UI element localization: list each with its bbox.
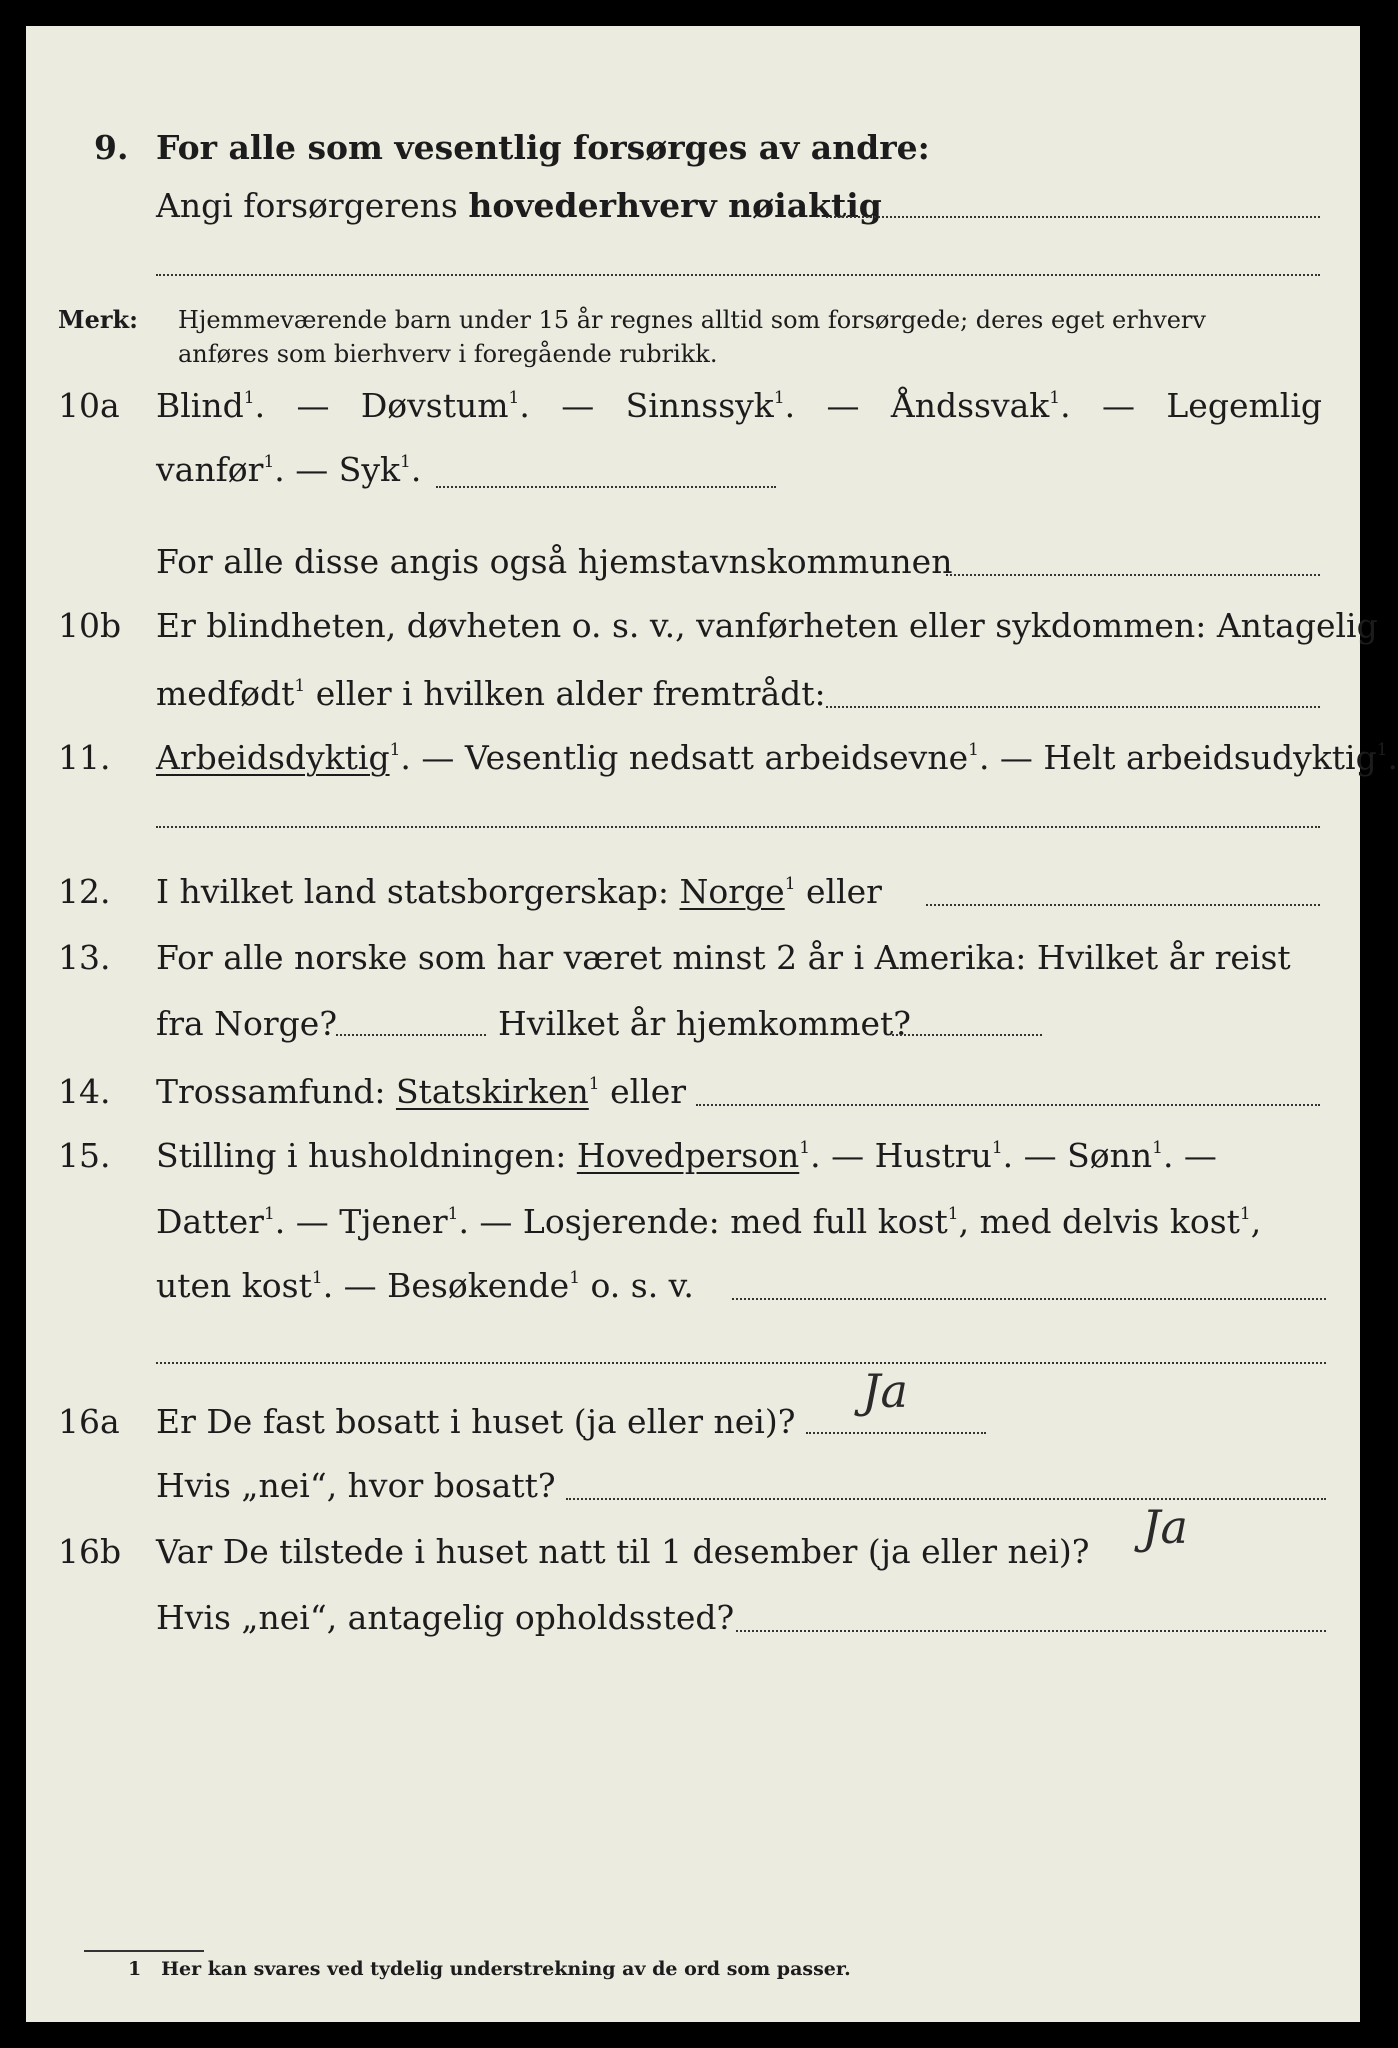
q11-number: 11. xyxy=(58,738,111,777)
q16b-handwritten-answer: Ja xyxy=(1142,1500,1188,1554)
opt-hovedperson: Hovedperson xyxy=(576,1136,800,1175)
q16b-line1: Var De tilstede i huset natt til 1 desember (ja eller nei)? xyxy=(156,1532,1090,1571)
q9-line2-text: Angi forsørgerens xyxy=(156,186,469,225)
q15-number: 15. xyxy=(58,1136,111,1175)
opt-uten-kost: uten kost xyxy=(156,1266,312,1305)
opt-sonn: . — Sønn xyxy=(1002,1136,1153,1175)
census-form-page xyxy=(26,26,1398,2022)
q9-line2-bold: hovederhverv nøiaktig xyxy=(468,186,882,225)
footnote-rule xyxy=(84,1950,204,1952)
q10a-dash-2: — xyxy=(561,386,595,425)
q9-line1: For alle som vesentlig forsørges av andre: xyxy=(156,128,930,167)
q16a-number: 16a xyxy=(58,1402,120,1441)
q16a-answer-line[interactable] xyxy=(806,1432,986,1434)
q16a-line1: Er De fast bosatt i huset (ja eller nei)? xyxy=(156,1402,796,1441)
q15-answer-line-2[interactable] xyxy=(156,1362,1326,1364)
opt-blind: Blind$^1$. xyxy=(156,386,266,425)
q10a-dash-5: — xyxy=(295,450,329,489)
opt-delvis: , med delvis kost xyxy=(958,1202,1240,1241)
q16a-bosatt-line[interactable] xyxy=(566,1498,1326,1500)
medfodt-sup: 1 xyxy=(294,676,306,696)
opt-vesentlig: . — Vesentlig nedsatt arbeidsevne xyxy=(400,738,969,777)
q13-hjemkommet: Hvilket år hjemkommet? xyxy=(498,1004,911,1043)
q12-answer-line[interactable] xyxy=(926,904,1320,906)
opt-datter: Datter xyxy=(156,1202,264,1241)
opt-vanfor: vanfør$^1$. xyxy=(156,450,285,489)
q16a-line2: Hvis „nei“, hvor bosatt? xyxy=(156,1466,556,1505)
q10a-line1 xyxy=(156,386,1322,426)
q10a-line2 xyxy=(156,450,421,490)
q14-eller: eller xyxy=(599,1072,687,1111)
q10a-dash-4: — xyxy=(1102,386,1135,425)
q16a-handwritten-answer: Ja xyxy=(862,1364,908,1418)
opt-hustru: . — Hustru xyxy=(810,1136,992,1175)
opt-dovstum: Døvstum$^1$. xyxy=(360,386,530,425)
footnote xyxy=(128,1956,851,1982)
opt-medfodt: medfødt xyxy=(156,674,295,713)
q16b-opholdssted-line[interactable] xyxy=(736,1630,1326,1632)
q13-line1: For alle norske som har været minst 2 år i Amerika: Hvilket år reist xyxy=(156,938,1291,977)
q15-line2: Datter$^1$. — Tjener$^1$. — Losjerende: med full kost$^1$, med delvis kost$^1$, xyxy=(156,1202,1262,1241)
q15-answer-line[interactable] xyxy=(732,1298,1326,1300)
q11-answer-line[interactable] xyxy=(156,826,1320,828)
q12-eller: eller xyxy=(795,872,882,911)
q10b-number: 10b xyxy=(58,606,122,645)
q14-number: 14. xyxy=(58,1072,111,1111)
q10a-syk-line[interactable] xyxy=(436,486,776,488)
q11-line1: Arbeidsdyktig$^1$. — Vesentlig nedsatt arbeidsevne$^1$. — Helt arbeidsudyktig$^1$. xyxy=(156,738,1398,777)
q12-line: I hvilket land statsborgerskap: Norge$^1$ eller xyxy=(156,872,882,911)
q10a-kommune-line[interactable] xyxy=(946,574,1320,576)
footnote-mark: 1 xyxy=(128,1958,142,1980)
q14-line: Trossamfund: Statskirken$^1$ eller xyxy=(156,1072,687,1111)
q14-text: Trossamfund: xyxy=(156,1072,396,1111)
q9-answer-line-2[interactable] xyxy=(156,274,1320,276)
merk-line1: Hjemmeværende barn under 15 år regnes alltid som forsørgede; deres eget erhverv xyxy=(178,306,1206,334)
opt-syk: Syk$^1$. xyxy=(338,450,422,489)
q10b-line2 xyxy=(156,674,826,714)
q9-line2 xyxy=(156,186,882,226)
merk-line2: anføres som bierhverv i foregående rubrikk. xyxy=(178,340,718,368)
q10a-line3: For alle disse angis også hjemstavnskommunen xyxy=(156,542,953,581)
q15-line1: Stilling i husholdningen: Hovedperson$^1$. — Hustru$^1$. — Sønn$^1$. — xyxy=(156,1136,1217,1175)
q12-text: I hvilket land statsborgerskap: xyxy=(156,872,680,911)
footnote-text: Her kan svares ved tydelig understrekning av de ord som passer. xyxy=(161,1958,851,1980)
q13-number: 13. xyxy=(58,938,111,977)
q9-answer-line[interactable] xyxy=(826,216,1320,218)
q16b-number: 16b xyxy=(58,1532,122,1571)
q10a-dash-1: — xyxy=(296,386,330,425)
q9-number: 9. xyxy=(94,128,129,167)
opt-losjerende: . — Losjerende: med full kost xyxy=(458,1202,948,1241)
q10b-line1: Er blindheten, døvheten o. s. v., vanførheten eller sykdommen: Antagelig xyxy=(156,606,1378,645)
q15-line3: uten kost$^1$. — Besøkende$^1$ o. s. v. xyxy=(156,1266,694,1305)
opt-sinnssyk: Sinnssyk$^1$. xyxy=(625,386,796,425)
q10b-answer-line[interactable] xyxy=(826,706,1320,708)
opt-besokende: . — Besøkende xyxy=(322,1266,570,1305)
q13-fra-line[interactable] xyxy=(336,1034,486,1036)
opt-andssvak: Åndssvak$^1$. xyxy=(890,386,1071,425)
opt-helt: . — Helt arbeidsudyktig xyxy=(978,738,1377,777)
opt-legemlig: Legemlig xyxy=(1166,386,1322,425)
q10b-line2-rest: eller i hvilken alder fremtrådt: xyxy=(305,674,826,713)
q13-fra-norge: fra Norge? xyxy=(156,1004,338,1043)
q13-hjem-line[interactable] xyxy=(892,1034,1042,1036)
opt-arbeidsdyktig: Arbeidsdyktig xyxy=(156,738,390,777)
q10a-dash-3: — xyxy=(826,386,860,425)
q14-answer-line[interactable] xyxy=(696,1104,1320,1106)
opt-tjener: . — Tjener xyxy=(274,1202,448,1241)
q10a-number: 10a xyxy=(58,386,120,425)
q12-number: 12. xyxy=(58,872,111,911)
opt-statskirken: Statskirken xyxy=(395,1072,589,1111)
merk-label: Merk: xyxy=(58,305,138,334)
q16b-line2: Hvis „nei“, antagelig opholdssted? xyxy=(156,1598,735,1637)
opt-norge: Norge xyxy=(679,872,785,911)
